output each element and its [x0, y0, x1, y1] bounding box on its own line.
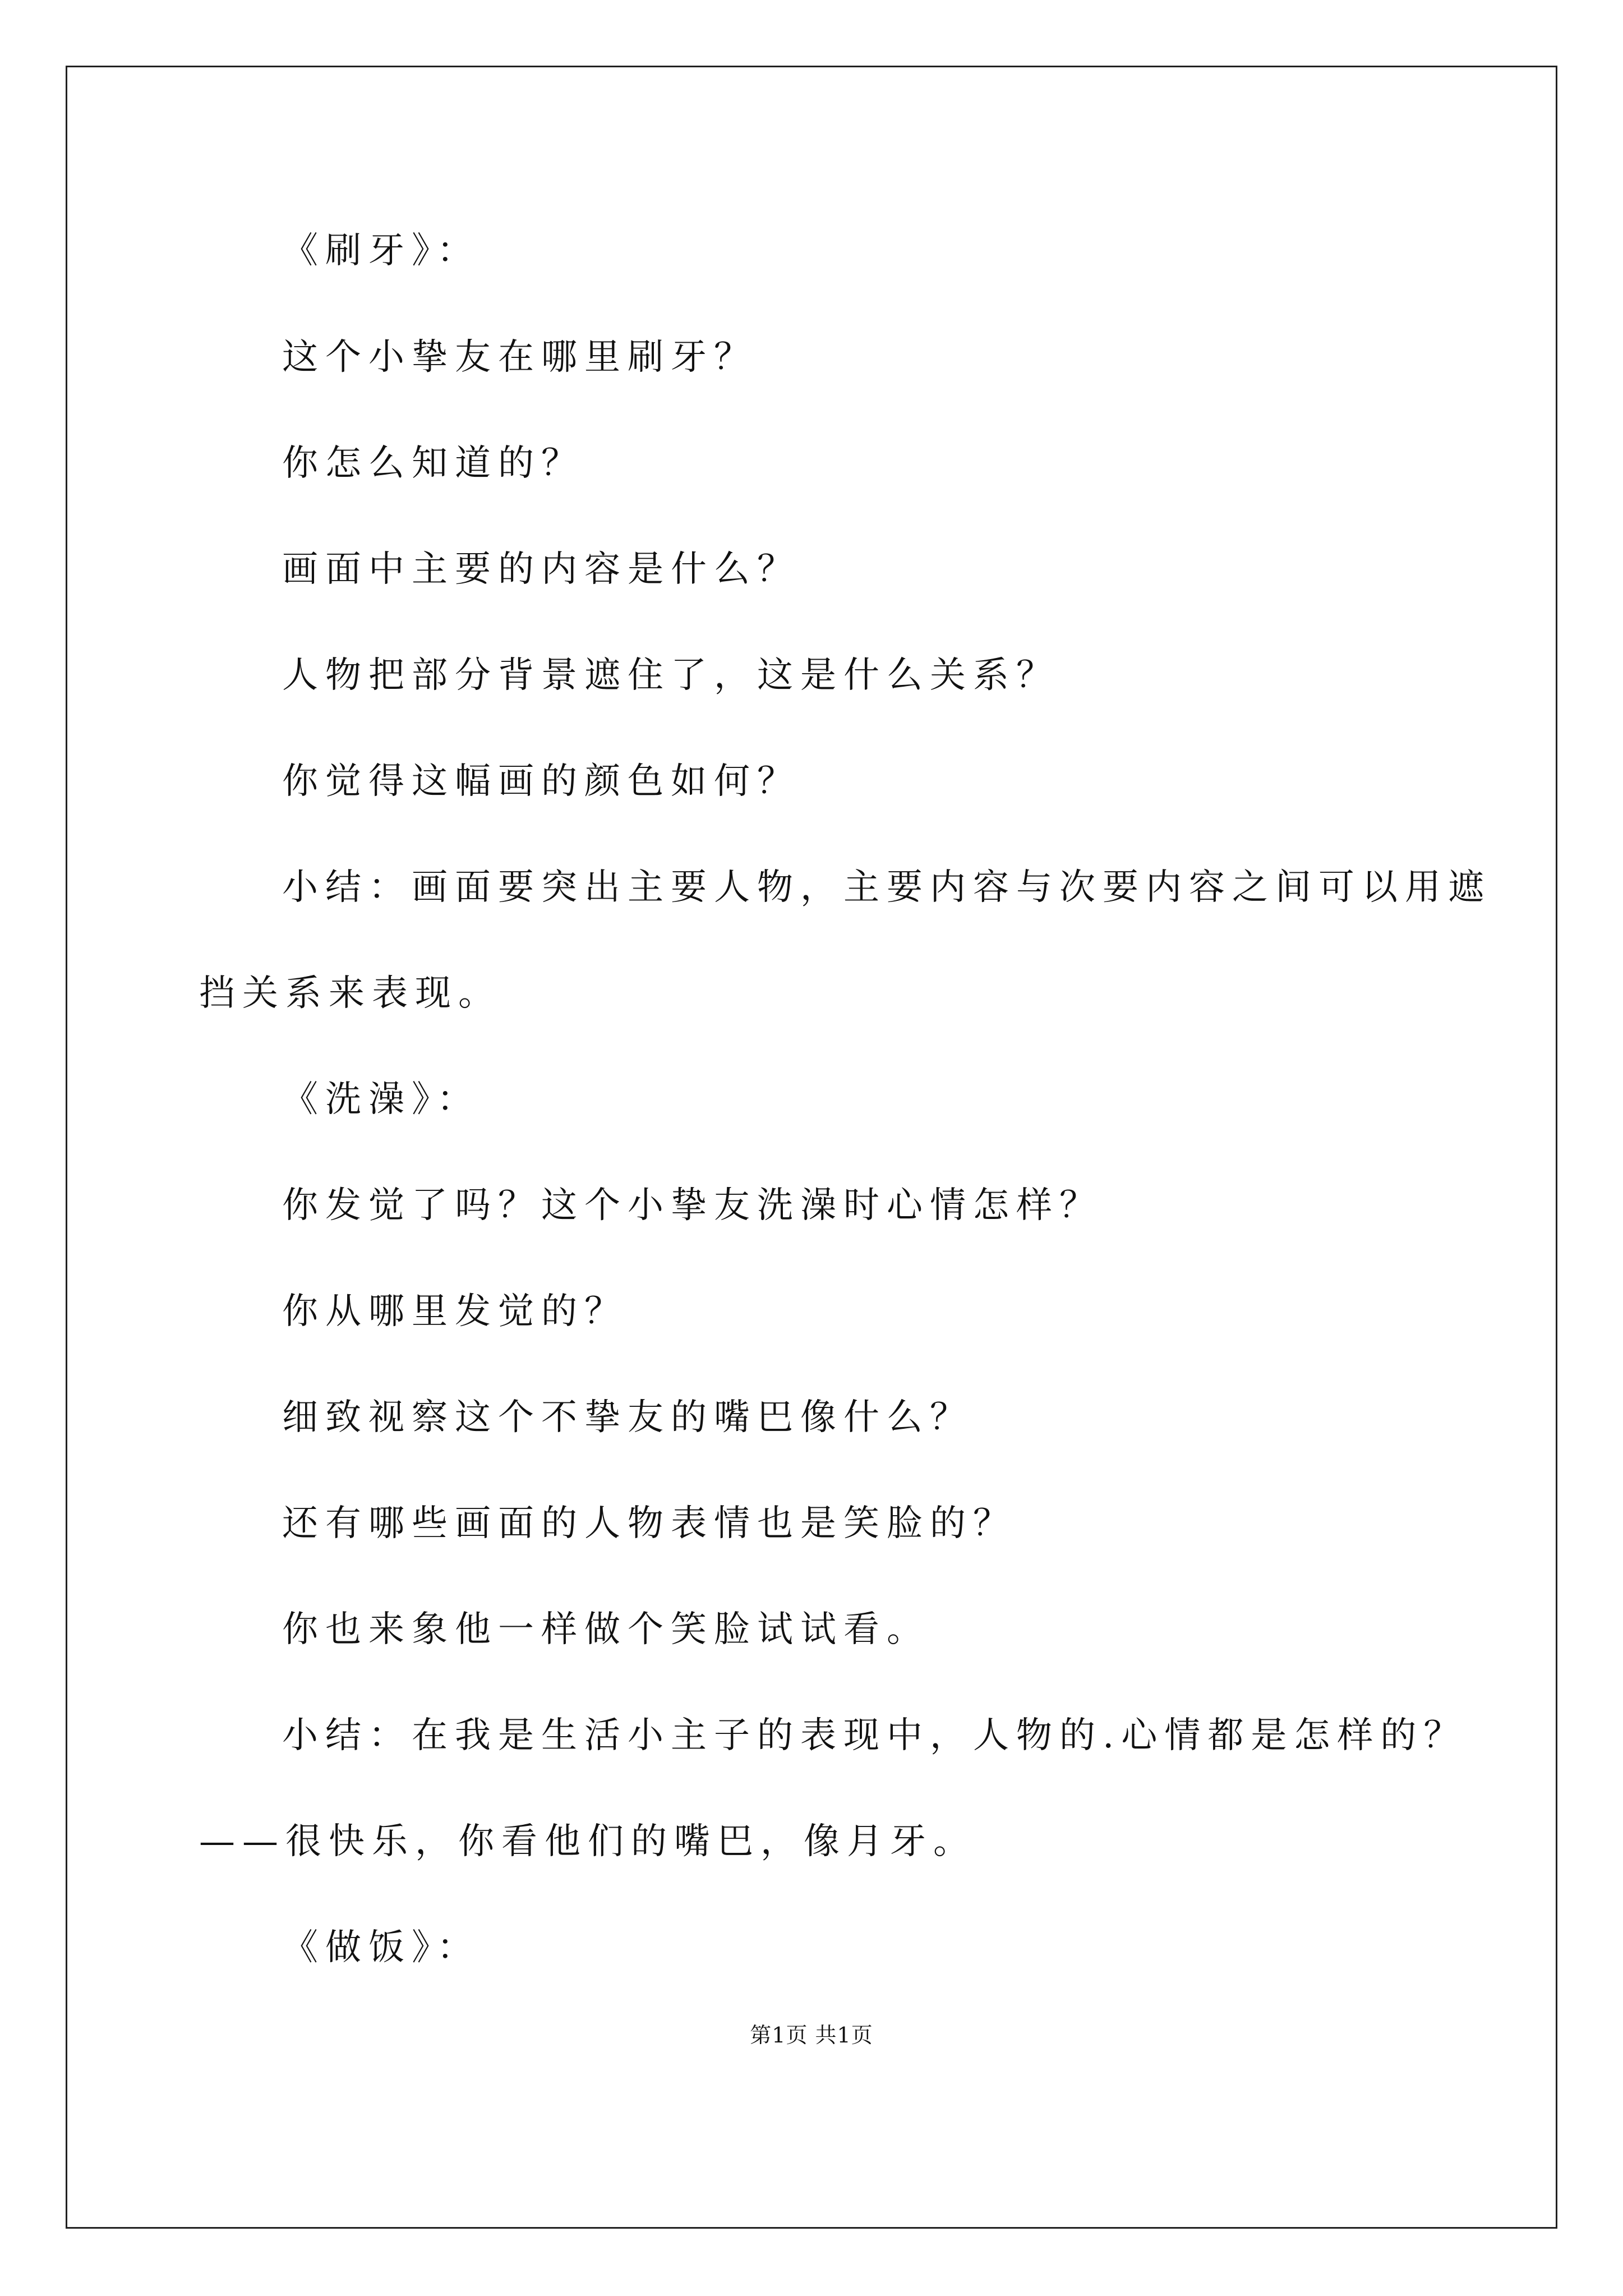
paragraph-line: 你从哪里发觉的？ — [282, 1291, 628, 1332]
paragraph-line: 这个小挚友在哪里刷牙？ — [282, 337, 757, 378]
summary-line-continued: ——很快乐，你看他们的嘴巴，像月牙。 — [199, 1821, 976, 1862]
paragraph-line: 你怎么知道的？ — [282, 443, 584, 484]
paragraph-line: 人物把部分背景遮住了，这是什么关系？ — [282, 655, 1059, 696]
paragraph-line: 细致视察这个不挚友的嘴巴像什么？ — [282, 1397, 973, 1438]
heading-cooking: 《做饭》： — [282, 1927, 480, 1968]
summary-line: 小结：在我是生活小主子的表现中，人物的.心情都是怎样的？ — [282, 1715, 1467, 1756]
paragraph-line: 画面中主要的内容是什么？ — [282, 549, 800, 590]
summary-line: 小结：画面要突出主要人物，主要内容与次要内容之间可以用遮 — [282, 867, 1491, 908]
page-number-footer: 第1页 共1页 — [750, 2023, 873, 2047]
paragraph-line: 你也来象他一样做个笑脸试试看。 — [282, 1609, 930, 1650]
summary-line-continued: 挡关系来表现。 — [199, 973, 501, 1014]
heading-brushing-teeth: 《刷牙》： — [282, 230, 480, 272]
heading-bathing: 《洗澡》： — [282, 1079, 480, 1120]
paragraph-line: 你觉得这幅画的颜色如何？ — [282, 761, 800, 802]
paragraph-line: 你发觉了吗？这个小挚友洗澡时心情怎样？ — [282, 1185, 1103, 1226]
paragraph-line: 还有哪些画面的人物表情也是笑脸的？ — [282, 1503, 1016, 1544]
